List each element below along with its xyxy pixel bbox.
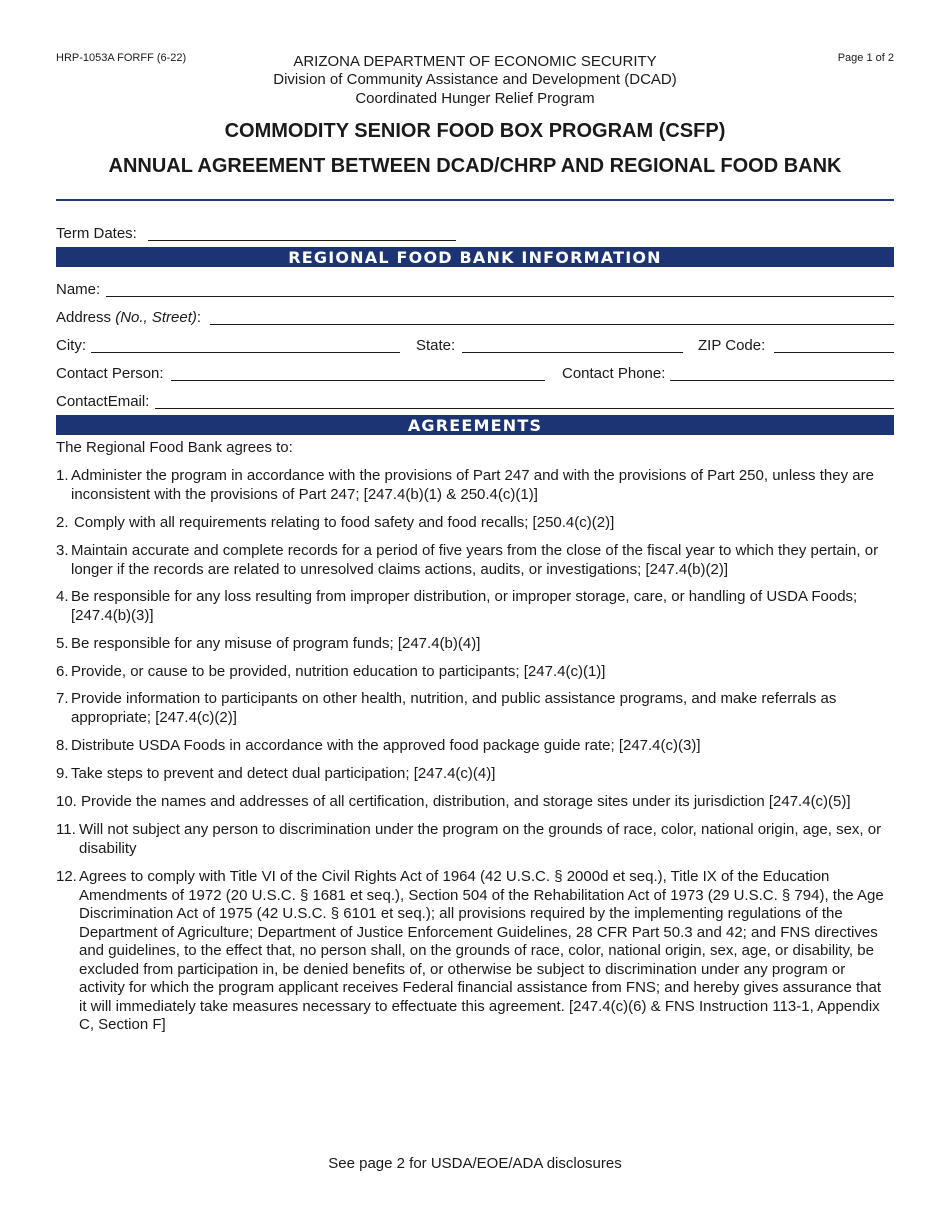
agreement-item-text: Be responsible for any misuse of program funds; [247.4(b)(4)]: [71, 635, 481, 652]
agreement-item-text: Administer the program in accordance with the provisions of Part 247 and with the provisions of Part 250, unless they are inconsistent with the provisions of Part 247; [247.4(b)(1) & 250.4(c)(1)]: [71, 467, 874, 503]
contact-phone-field[interactable]: [670, 380, 894, 381]
agreement-item: [56, 868, 896, 1035]
agreement-item-number: 6.: [56, 663, 69, 680]
agreement-item-number: 9.: [56, 765, 69, 782]
footer-note: See page 2 for USDA/EOE/ADA disclosures: [328, 1155, 622, 1172]
city-field[interactable]: [91, 352, 400, 353]
agreement-item: [56, 635, 896, 654]
contact-email-label: ContactEmail:: [56, 393, 150, 410]
agreement-item-number: 11.: [56, 821, 76, 838]
agreement-item-text: Distribute USDA Foods in accordance with the approved food package guide rate; [247.4(c)(3)]: [71, 737, 701, 754]
agreement-item-text: Provide, or cause to be provided, nutrition education to participants; [247.4(c)(1)]: [71, 663, 606, 680]
name-field[interactable]: [106, 296, 894, 297]
document-subtitle: ANNUAL AGREEMENT BETWEEN DCAD/CHRP AND REGIONAL FOOD BANK: [108, 155, 842, 177]
form-id: HRP-1053A FORFF (6-22): [56, 52, 187, 64]
agreements-heading: AGREEMENTS: [56, 415, 894, 435]
agreement-item-number: 7.: [56, 690, 69, 707]
agreement-item: [56, 765, 896, 784]
agreement-item-text: Maintain accurate and complete records for a period of five years from the close of the fiscal year to which they pertain, or longer if the records are related to unresolved claims actions, audits, or investigations; [247.4(b)(2)]: [71, 542, 879, 578]
agreement-item: [56, 793, 896, 812]
state-label: State:: [416, 337, 456, 354]
zip-label: ZIP Code:: [698, 337, 766, 354]
address-label-colon: :: [196, 309, 202, 326]
agreement-item-number: 3.: [56, 542, 69, 559]
address-field[interactable]: [210, 324, 894, 325]
agreement-item: [56, 821, 896, 858]
agreement-item-number: 8.: [56, 737, 69, 754]
state-field[interactable]: [462, 352, 683, 353]
address-label-text: Address: [56, 309, 112, 326]
agreement-item-text: Provide information to participants on other health, nutrition, and public assistance programs, and make referrals as appropriate; [247.4(c)(2)]: [71, 690, 837, 726]
agreement-item: [56, 663, 896, 682]
contact-email-field[interactable]: [155, 408, 894, 409]
term-dates-field[interactable]: [148, 240, 456, 241]
agreement-item-text: Take steps to prevent and detect dual participation; [247.4(c)(4)]: [71, 765, 496, 782]
agreement-item-number: 5.: [56, 635, 69, 652]
header-divider: [56, 199, 894, 201]
document-title: COMMODITY SENIOR FOOD BOX PROGRAM (CSFP): [224, 120, 726, 142]
program-name: Coordinated Hunger Relief Program: [355, 90, 595, 107]
name-label: Name:: [56, 281, 101, 298]
agreement-item-text: Will not subject any person to discrimination under the program on the grounds of race, color, national origin, age, sex, or disability: [79, 821, 882, 857]
contact-person-label: Contact Person:: [56, 365, 164, 382]
agreement-item-number: 10.: [56, 793, 77, 810]
agreement-item: [56, 467, 896, 504]
page-number: Page 1 of 2: [837, 52, 894, 64]
agreement-item-text: Agrees to comply with Title VI of the Civil Rights Act of 1964 (42 U.S.C. § 2000d et seq.), Title IX of the Education Amendments of 1972 (20 U.S.C. § 1681 et seq.), Section 504 of the Rehabilitation Act of 1973 (29 U.S.C. § 794), the Age Discrimination Act of 1975 (42 U.S.C. § 6101 et seq.); all provisions required by the implementing regulations of the Department of Agriculture; Department of Justice Enforcement Guidelines, 28 CFR Part 50.3 and 42; and FNS directives and guidelines, to the effect that, no person shall, on the grounds of race, color, national origin, sex, age, or disability, be excluded from participation in, be denied benefits of, or otherwise be subject to discrimination under any program or activity for which the program applicant receives Federal financial assistance from FNS; and hereby gives assurance that it will immediately take measures necessary to effectuate this agreement. [247.4(c)(6) & FNS Instruction 113-1, Appendix C, Section F]: [79, 868, 884, 1033]
agreement-item-text: Be responsible for any loss resulting from improper distribution, or improper storage, care, or handling of USDA Foods; [247.4(b)(3)]: [71, 588, 858, 624]
agreement-item: [56, 514, 896, 533]
agreement-item-text: Comply with all requirements relating to food safety and food recalls; [250.4(c)(2)]: [74, 514, 615, 531]
agreement-item-number: 4.: [56, 588, 69, 605]
contact-person-field[interactable]: [171, 380, 545, 381]
agreement-item-number: 2.: [56, 514, 69, 531]
city-label: City:: [56, 337, 86, 354]
agreement-item: [56, 690, 896, 727]
agreement-item-text: Provide the names and addresses of all certification, distribution, and storage sites under its jurisdiction [247.4(c)(5)]: [81, 793, 851, 810]
division-name: Division of Community Assistance and Development (DCAD): [273, 71, 677, 88]
agency-name: ARIZONA DEPARTMENT OF ECONOMIC SECURITY: [293, 53, 657, 70]
agreement-item: [56, 588, 896, 625]
food-bank-info-heading: REGIONAL FOOD BANK INFORMATION: [56, 247, 894, 267]
contact-phone-label: Contact Phone:: [562, 365, 666, 382]
agreement-item: [56, 737, 896, 756]
address-hint: (No., Street): [115, 309, 197, 326]
agreements-intro: The Regional Food Bank agrees to:: [56, 439, 293, 456]
agreement-item: [56, 542, 896, 579]
agreement-item-number: 1.: [56, 467, 69, 484]
agreement-item-number: 12.: [56, 868, 77, 885]
zip-field[interactable]: [774, 352, 894, 353]
term-dates-label: Term Dates:: [56, 225, 137, 242]
address-label: [56, 309, 201, 326]
